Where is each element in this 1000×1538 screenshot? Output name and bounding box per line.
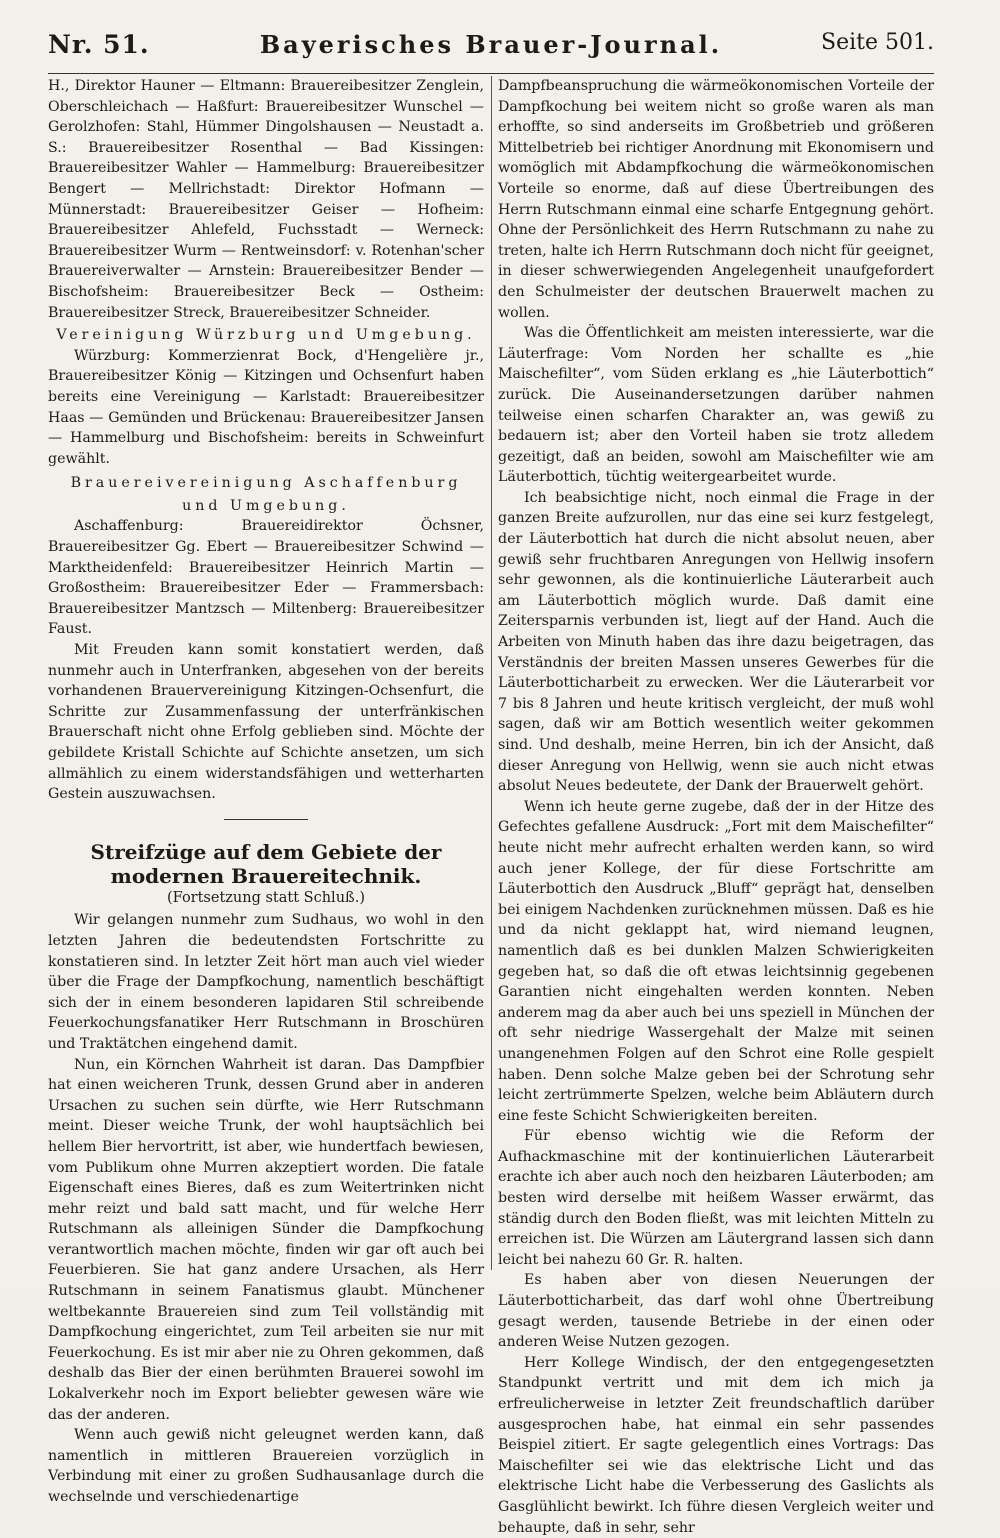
- article-separator: [224, 819, 308, 820]
- article-paragraph: Dampfbeanspruchung die wärmeökonomischen Vorteile der Dampfkochung bei weitem nicht so große waren als man erhoffte, so sind anderseits im Großbetrieb und größeren Mittelbetrieb bei richtiger Anordnung mit Ekonomisern und womöglich mit Abdampfkochung die wärmeökonomischen Vorteile so enorme, daß auf diese Übertreibungen des Herrn Rutschmann einmal eine scharfe Entgegnung gehört. Ohne der Persönlichkeit des Herrn Rutschmann zu nahe zu treten, halte ich Herrn Rutschmann doch nicht für geeignet, in dieser schwerwiegenden Angelegenheit unaufgefordert den Schulmeister der deutschen Brauerwelt machen zu wollen.: [498, 78, 934, 321]
- article-paragraph: Ich beabsichtige nicht, noch einmal die Frage in der ganzen Breite aufzurollen, nur das eine sei kurz festgelegt, der Läuterbottich hat durch die nicht absolut neuen, aber gewiß sehr fruchtbaren Anregungen von Hellwig insofern sehr gewonnen, als die kontinuierliche Läuterarbeit auch am Läuterbottich möglich wurde. Daß damit eine Zeitersparnis verbunden ist, liegt auf der Hand. Auch die Arbeiten von Minuth haben das ihre dazu beigetragen, das Verständnis der breiten Massen unseres Gewerbes für die Läuterbotticharbeit zu erwecken. Wer die Läuterarbeit vor 7 bis 8 Jahren und heute kritisch vergleicht, der muß wohl sagen, daß wir am Bottich wesentlich weiter gekommen sind. Und deshalb, meine Herren, bin ich der Ansicht, daß dieser Anregung von Hellwig, wenn sie auch nicht etwas absolut Neues bedeutete, der Dank der Brauerwelt gehört.: [498, 489, 934, 795]
- right-column: [498, 76, 934, 1538]
- article-paragraph: Wir gelangen nunmehr zum Sudhaus, wo wohl in den letzten Jahren die bedeutendsten Fortschritte zu konstatieren sind. In letzter Zeit hört man auch viel wieder über die Frage der Dampfkochung, namentlich beschäftigt sich der in einem besonderen lapidaren Stil schreibende Feuerkochungsfanatiker Herr Rutschmann in Broschüren und Traktätchen eingehend damit.: [48, 912, 484, 1052]
- article-paragraph: Wenn ich heute gerne zugebe, daß der in der Hitze des Gefechtes gefallene Ausdruck: „Fort mit dem Maischefilter“ heute nicht mehr aufrecht erhalten werden kann, so wird auch jener Kollege, der für diese Fortschritte am Läuterbottich den Ausdruck „Bluff“ geprägt hat, denselben bei einigem Nachdenken zurücknehmen müssen. Daß es hie und da nicht geklappt hat, wird niemand leugnen, namentlich daß es bei dunklen Malzen Schwierigkeiten gegeben hat, so daß die oft etwas leichtsinnig gegebenen Garantien nicht eingehalten werden konnten. Neben anderem mag da aber auch bei uns speziell in München der oft sehr niedrige Wassergehalt der Malze mit seinen unangenehmen Folgen auf den Schrot eine Rolle gespielt haben. Denn solche Malze geben bei der Schrotung sehr leicht zertrümmerte Spelzen, welche beim Abläutern durch eine feste Schicht Schwierigkeiten bereiten.: [498, 798, 934, 1124]
- aschaffenburg-members-paragraph: Aschaffenburg: Brauereidirektor Öchsner, Brauereibesitzer Gg. Ebert — Brauereibesitzer Schwind — Marktheidenfeld: Brauereibesitzer Heinrich Martin — Großostheim: Brauereibesitzer Eder — Frammersbach: Brauereibesitzer Mantzsch — Miltenberg: Brauereibesitzer Faust.: [48, 518, 484, 638]
- article-paragraph: Nun, ein Körnchen Wahrheit ist daran. Das Dampfbier hat einen weicheren Trunk, dessen Grund aber in anderen Ursachen zu suchen sein dürfte, wie Herr Rutschmann meint. Dieser weiche Trunk, der wohl hauptsächlich bei hellem Bier hervortritt, ist aber, wie hundertfach bewiesen, vom Publikum ohne Murren akzeptiert worden. Die fatale Eigenschaft eines Bieres, daß es zum Weitertrinken nicht mehr reizt und bald satt macht, und für welche Herr Rutschmann als alleinigen Sünder die Dampfkochung verantwortlich machen möchte, finden wir gar oft auch bei Feuerbieren. Sie hat ganz andere Ursachen, als Herr Rutschmann in seinem Fanatismus glaubt. Münchener weltbekannte Brauereien sind zum Teil vollständig mit Dampfkochung eingerichtet, zum Teil arbeiten sie nur mit Feuerkochung. Es ist mir aber nie zu Ohren gekommen, daß deshalb das Bier der einen berühmten Brauerei sowohl im Lokalverkehr noch im Export beliebter gewesen wäre wie das der anderen.: [48, 1056, 484, 1423]
- article-paragraph: Herr Kollege Windisch, der den entgegengesetzten Standpunkt vertritt und mit dem ich mich ja erfreulicherweise in letzter Zeit freundschaftlich darüber ausgesprochen habe, hat einmal ein sehr passendes Beispiel zitiert. Er sagte gelegentlich eines Vortrags: Das Maischefilter sei wie das elektrische Licht und das elektrische Licht habe die Verbesserung des Gaslichts als Gasglühlicht bewirkt. Ich führe diesen Vergleich weiter und behaupte, daß in sehr, sehr: [498, 1354, 934, 1536]
- issue-number: Nr. 51.: [48, 30, 150, 59]
- header-rule: [48, 73, 934, 74]
- section-heading-wuerzburg: Vereinigung Würzburg und Umgebung.: [56, 327, 476, 344]
- section-heading-aschaffenburg: Brauereivereinigung Aschaffenburg: [70, 475, 462, 492]
- article-paragraph: Wenn auch gewiß nicht geleugnet werden kann, daß namentlich in mittleren Brauereien vorzüglich in Verbindung mit einer zu großen Sudhausanlage durch die wechselnde und verschiedenartige: [48, 1427, 484, 1505]
- section-heading-aschaffenburg-line2: und Umgebung.: [182, 497, 350, 514]
- conclusion-paragraph: Mit Freuden kann somit konstatiert werden, daß nunmehr auch in Unterfranken, abgesehen von der bereits vorhandenen Brauervereinigung Kitzingen-Ochsenfurt, die Schritte zur Zusammenfassung der unterfränkischen Brauerschaft nicht ohne Erfolg geblieben sind. Möchte der gebildete Kristall Schichte auf Schichte ansetzen, um sich allmählich zu einem widerstandsfähigen und wetterharten Gestein auszuwachsen.: [48, 642, 484, 803]
- column-divider: [491, 76, 492, 1270]
- wuerzburg-members-paragraph: Würzburg: Kommerzienrat Bock, d'Hengelière jr., Brauereibesitzer König — Kitzingen und Ochsenfurt haben bereits eine Vereinigung — Karlstadt: Brauereibesitzer Haas — Gemünden und Brückenau: Brauereibesitzer Jansen — Hammelburg und Bischofsheim: bereits in Schweinfurt gewählt.: [48, 347, 484, 467]
- article-title: Streifzüge auf dem Gebiete der modernen Brauereitechnik.: [90, 839, 442, 888]
- journal-title: Bayerisches Brauer-Journal.: [259, 30, 723, 59]
- left-column: [48, 76, 484, 1508]
- page-number: Seite 501.: [821, 30, 934, 55]
- page-header: [48, 30, 934, 74]
- article-paragraph: Was die Öffentlichkeit am meisten interessierte, war die Läuterfrage: Vom Norden her schallte es „hie Maischefilter“, vom Süden erklang es „hie Läuterbottich“ zurück. Die Auseinandersetzungen darüber nahmen teilweise einen scharfen Charakter an, was gewiß zu bedauern ist; aber den Vorteil haben sie trotz alledem gezeitigt, daß an beiden, sowohl am Maischefilter wie am Läuterbottich, tüchtig weitergearbeitet wurde.: [498, 325, 934, 486]
- member-list-paragraph: H., Direktor Hauner — Eltmann: Brauereibesitzer Zenglein, Oberschleichach — Haßfurt: Brauereibesitzer Wunschel — Gerolzhofen: Stahl, Hümmer Dingolshausen — Neustadt a. S.: Brauereibesitzer Rosenthal — Bad Kissingen: Brauereibesitzer Wahler — Hammelburg: Brauereibesitzer Bengert — Mellrichstadt: Direktor Hofmann — Münnerstadt: Brauereibesitzer Geiser — Hofheim: Brauereibesitzer Ahlefeld, Fuchsstadt — Werneck: Brauereibesitzer Wurm — Rentweinsdorf: v. Rotenhan'scher Brauereiverwalter — Arnstein: Brauereibesitzer Bender — Bischofsheim: Brauereibesitzer Beck — Ostheim: Brauereibesitzer Streck, Brauereibesitzer Schneider.: [48, 78, 484, 321]
- article-paragraph: Für ebenso wichtig wie die Reform der Aufhackmaschine mit der kontinuierlichen Läuterarbeit erachte ich aber auch noch den heizbaren Läuterboden; am besten wird derselbe mit heißem Wasser erwärmt, das ständig durch den Boden fließt, was mit leichten Mitteln zu erreichen ist. Die Würzen am Läutergrand lassen sich dann leicht bei nahezu 60 Gr. R. halten.: [498, 1128, 934, 1268]
- article-paragraph: Es haben aber von diesen Neuerungen der Läuterbotticharbeit, das darf wohl ohne Übertreibung gesagt werden, tausende Betriebe in der einen oder anderen Weise Nutzen gezogen.: [498, 1272, 934, 1351]
- article-subtitle: (Fortsetzung statt Schluß.): [167, 889, 365, 906]
